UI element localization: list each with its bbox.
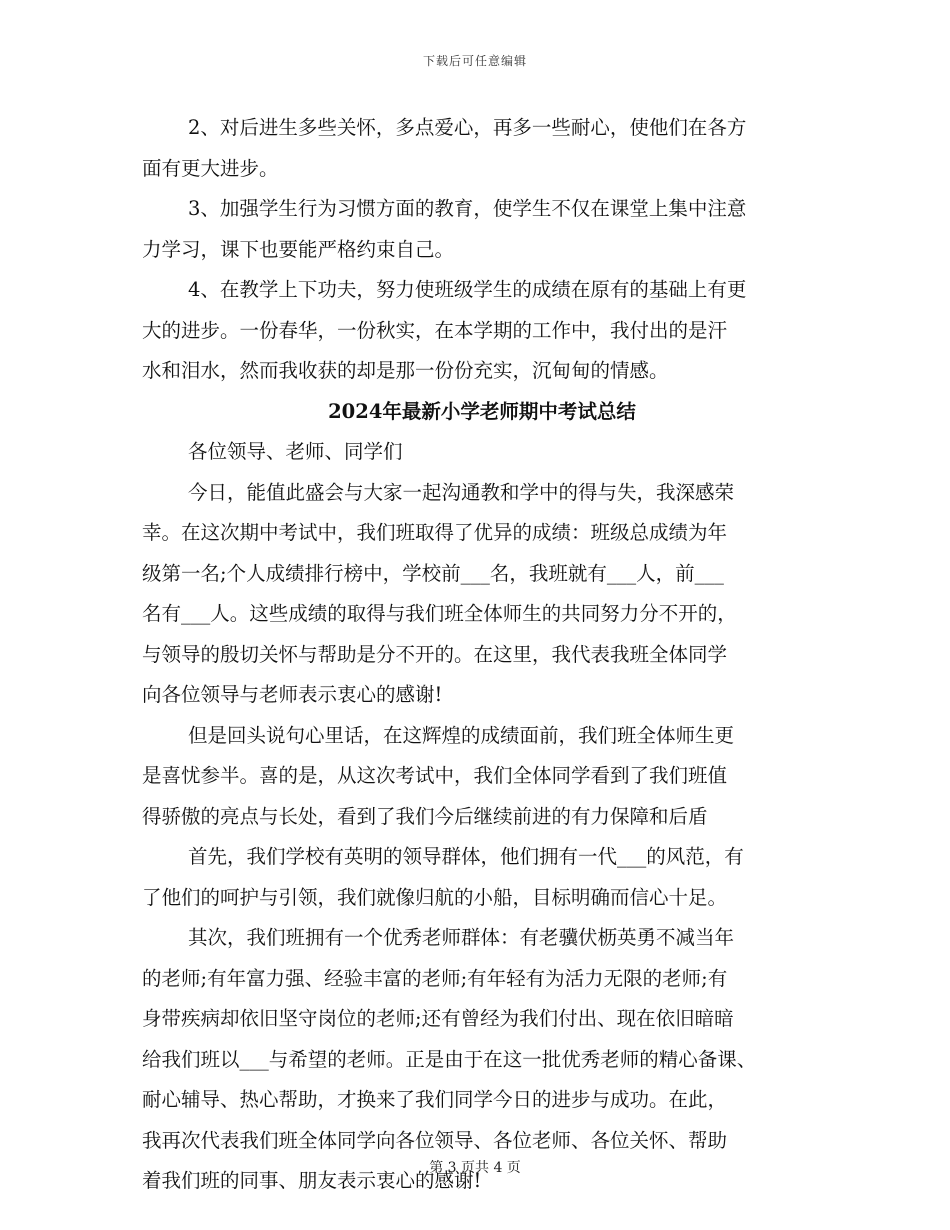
text-line: 我再次代表我们班全体同学向各位领导、各位老师、各位关怀、帮助 <box>142 1128 728 1152</box>
text-line: 级第一名;个人成绩排行榜中，学校前___名，我班就有___人，前___ <box>142 561 724 585</box>
text-line: 面有更大进步。 <box>142 156 279 180</box>
text-line: 4、在教学上下功夫，努力使班级学生的成绩在原有的基础上有更 <box>188 278 747 301</box>
text-line: 的老师;有年富力强、经验丰富的老师;有年轻有为活力无限的老师;有 <box>142 966 728 990</box>
text-line: 3、加强学生行为习惯方面的教育，使学生不仅在课堂上集中注意 <box>188 197 747 220</box>
text-line: 今日，能值此盛会与大家一起沟通教和学中的得与失，我深感荣 <box>188 480 735 504</box>
text-line: 2、对后进生多些关怀，多点爱心，再多一些耐心，使他们在各方 <box>188 116 747 139</box>
text-line: 是喜忧参半。喜的是，从这次考试中，我们全体同学看到了我们班值 <box>142 764 728 787</box>
text-line: 向各位领导与老师表示衷心的感谢! <box>142 683 443 706</box>
text-line: 力学习，课下也要能严格约束自己。 <box>142 237 455 261</box>
text-line: 给我们班以___与希望的老师。正是由于在这一批优秀老师的精心备课、 <box>142 1047 757 1071</box>
text-line: 其次，我们班拥有一个优秀老师群体：有老骥伏枥英勇不减当年 <box>188 926 735 949</box>
text-line: 与领导的殷切关怀与帮助是分不开的。在这里，我代表我班全体同学 <box>142 642 728 666</box>
text-line: 身带疾病却依旧坚守岗位的老师;还有曾经为我们付出、现在依旧暗暗 <box>142 1007 734 1030</box>
text-line: 水和泪水，然而我收获的却是那一份份充实，沉甸甸的情感。 <box>142 359 669 382</box>
text-line: 得骄傲的亮点与长处，看到了我们今后继续前进的有力保障和后盾 <box>142 804 708 828</box>
text-line: 了他们的呵护与引领，我们就像归航的小船，目标明确而信心十足。 <box>142 885 728 909</box>
section-title: 2024年最新小学老师期中考试总结 <box>328 399 636 423</box>
text-line: 着我们班的同事、朋友表示衷心的感谢! <box>142 1169 482 1192</box>
text-line: 各位领导、老师、同学们 <box>188 440 403 463</box>
text-line: 耐心辅导、热心帮助，才换来了我们同学今日的进步与成功。在此， <box>142 1088 728 1111</box>
text-line: 首先，我们学校有英明的领导群体，他们拥有一代___的风范，有 <box>188 845 744 868</box>
page-footer: 第 3 页共 4 页 <box>429 1160 521 1176</box>
document-body <box>142 108 822 1202</box>
text-line: 大的进步。一份春华，一份秋实，在本学期的工作中，我付出的是汗 <box>142 318 728 342</box>
text-line: 名有___人。这些成绩的取得与我们班全体师生的共同努力分不开的， <box>142 602 737 625</box>
text-line: 但是回头说句心里话，在这辉煌的成绩面前，我们班全体师生更 <box>188 723 735 747</box>
text-line: 幸。在这次期中考试中，我们班取得了优异的成绩：班级总成绩为年 <box>142 521 728 544</box>
page-header: 下载后可任意编辑 <box>422 54 527 68</box>
